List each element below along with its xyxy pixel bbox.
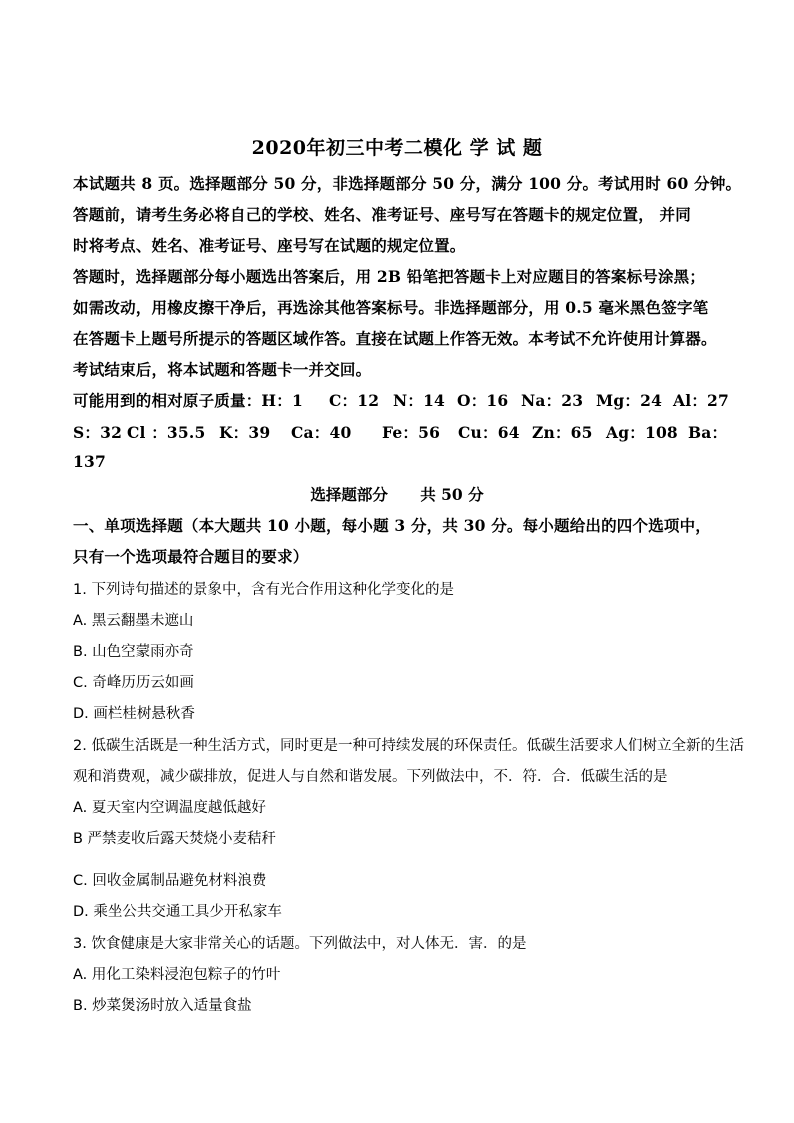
part-one-heading: 只有一个选项最符合题目的要求） [73,547,309,566]
question-2-option-a: A. 夏天室内空调温度越低越好 [73,800,266,816]
atomic-masses-line-2 [73,421,727,443]
atomic-mass: Mg：24 [596,391,663,410]
question-1-option-a: A. 黑云翻墨未遮山 [73,613,194,629]
atomic-mass: C：12 [329,391,380,410]
question-1-option-d: D. 画栏桂树悬秋香 [73,706,195,722]
exam-title: 2020年初三中考二模化 学 试 题 [251,137,543,159]
instruction-line: 考试结束后，将本试题和答题卡一并交回。 [73,360,372,379]
atomic-mass: Ag：108 [606,423,678,442]
atomic-mass: Ba： [688,423,728,442]
part-one-heading: 一、单项选择题（本大题共 10 小题，每小题 3 分，共 30 分。每小题给出的四个选项中， [73,516,712,535]
instruction-line: 答题时，选择题部分每小题选出答案后，用 2B 铅笔把答题卡上对应题目的答案标号涂黑； [73,267,706,286]
atomic-mass: Ca：40 [291,423,352,442]
question-3-option-a: A. 用化工染料浸泡包粽子的竹叶 [73,967,281,983]
instruction-line: 在答题卡上题号所提示的答题区域作答。直接在试题上作答无效。本考试不允许使用计算器。 [73,329,717,348]
instruction-line: 时将考点、姓名、准考证号、座号写在试题的规定位置。 [73,236,466,255]
question-2-option-d: D. 乘坐公共交通工具少开私家车 [73,904,282,920]
atomic-masses-line-1 [73,389,729,411]
question-1-option-c: C. 奇峰历历云如画 [73,675,194,691]
atomic-mass: O：16 [457,391,509,410]
atomic-mass: Cl ：35.5 [127,423,206,442]
atomic-mass: 可能用到的相对原子质量：H：1 [73,391,303,410]
instruction-line: 如需改动，用橡皮擦干净后，再选涂其他答案标号。非选择题部分，用 0.5 毫米黑色签字笔 [73,298,709,317]
question-3-stem: 3. 饮食健康是大家非常关心的话题。下列做法中，对人体无．害．的是 [73,936,527,952]
atomic-mass: Al：27 [673,391,729,410]
atomic-mass: Zn：65 [532,423,593,442]
atomic-mass: K：39 [219,423,271,442]
question-2-stem: 2. 低碳生活既是一种生活方式，同时更是一种可持续发展的环保责任。低碳生活要求人们树立全新的生活 [73,738,744,754]
atomic-mass: S：32 [73,423,123,442]
section-header: 选择题部分 共 50 分 [310,485,484,504]
question-1-option-b: B. 山色空蒙雨亦奇 [73,644,194,660]
instruction-line: 本试题共 8 页。选择题部分 50 分，非选择题部分 50 分，满分 100 分。考试用时 60 分钟。 [73,174,742,193]
question-2-stem: 观和消费观，减少碳排放，促进人与自然和谐发展。下列做法中，不．符．合．低碳生活的是 [73,769,668,785]
atomic-mass: Fe：56 [382,423,441,442]
question-2-option-b: B 严禁麦收后露天焚烧小麦秸秆 [73,831,277,847]
atomic-masses-line-3: 137 [73,452,106,471]
atomic-mass: Na：23 [521,391,584,410]
atomic-mass: Cu：64 [458,423,520,442]
question-2-option-c: C. 回收金属制品避免材料浪费 [73,873,267,889]
question-1-stem: 1. 下列诗句描述的景象中，含有光合作用这种化学变化的是 [73,582,454,598]
atomic-mass: N：14 [393,391,446,410]
instruction-line: 答题前，请考生务必将自己的学校、姓名、准考证号、座号写在答题卡的规定位置， 并同 [73,205,691,224]
question-3-option-b: B. 炒菜煲汤时放入适量食盐 [73,998,252,1014]
